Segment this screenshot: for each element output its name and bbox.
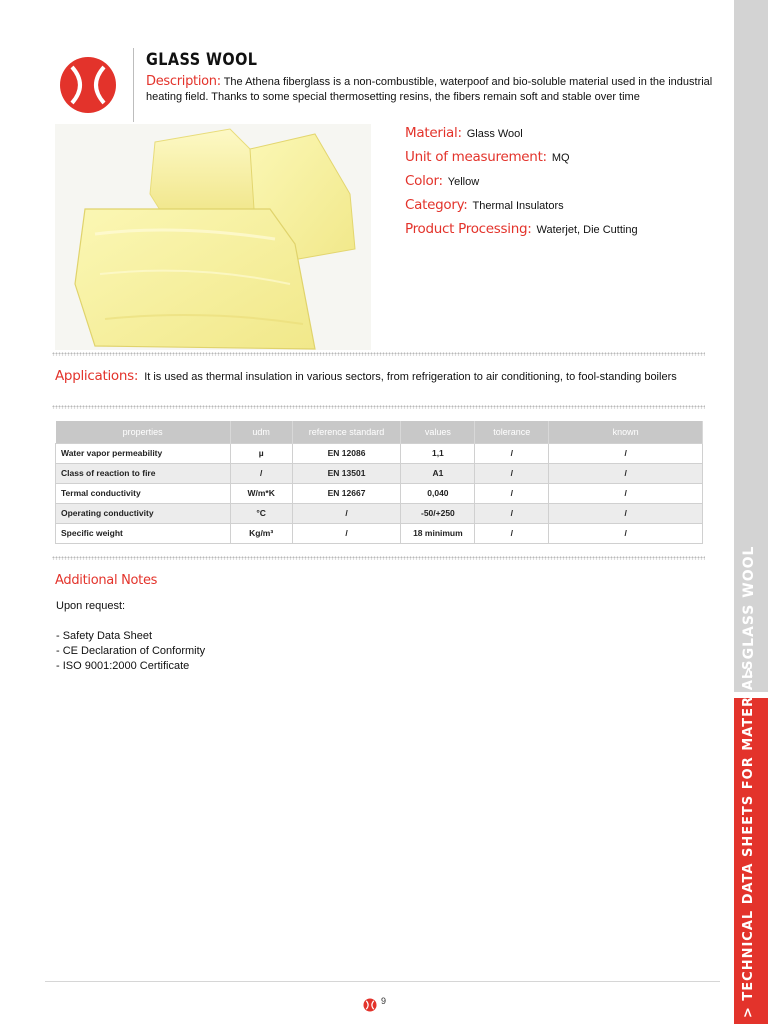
table-cell: Class of reaction to fire bbox=[56, 463, 231, 483]
property-value: Glass Wool bbox=[466, 128, 523, 140]
table-cell: µ bbox=[230, 443, 292, 463]
table-cell: °C bbox=[230, 503, 292, 523]
page-number: 9 bbox=[381, 996, 387, 1006]
description-label: Description: bbox=[146, 74, 221, 89]
table-row bbox=[56, 443, 703, 463]
notes-item: - Safety Data Sheet bbox=[56, 630, 152, 642]
header-divider bbox=[133, 48, 134, 122]
table-cell: / bbox=[475, 443, 549, 463]
table-cell: / bbox=[475, 483, 549, 503]
table-row bbox=[56, 503, 703, 523]
table-cell: / bbox=[230, 463, 292, 483]
notes-item: - ISO 9001:2000 Certificate bbox=[56, 660, 190, 672]
table-header-cell: tolerance bbox=[475, 421, 549, 443]
description-block bbox=[146, 74, 726, 105]
property-value: Yellow bbox=[447, 176, 480, 188]
table-row bbox=[56, 463, 703, 483]
property-label: Material: bbox=[405, 125, 462, 141]
table-cell: Operating conductivity bbox=[56, 503, 231, 523]
product-photo bbox=[55, 124, 371, 350]
property-processing bbox=[405, 221, 638, 245]
table-header-row bbox=[56, 421, 703, 443]
notes-block bbox=[56, 599, 205, 674]
table-cell: / bbox=[292, 523, 401, 543]
property-unit bbox=[405, 149, 638, 173]
dotted-divider bbox=[52, 556, 705, 560]
property-value: Thermal Insulators bbox=[472, 200, 564, 212]
table-row bbox=[56, 523, 703, 543]
notes-intro: Upon request: bbox=[56, 600, 126, 612]
property-label: Product Processing: bbox=[405, 221, 532, 237]
dotted-divider bbox=[52, 352, 705, 356]
table-cell: / bbox=[475, 523, 549, 543]
brand-logo-icon bbox=[58, 55, 118, 115]
table-cell: -50/+250 bbox=[401, 503, 475, 523]
table-cell: EN 13501 bbox=[292, 463, 401, 483]
specs-table bbox=[55, 421, 703, 544]
applications-label: Applications: bbox=[55, 368, 139, 384]
table-cell: 1,1 bbox=[401, 443, 475, 463]
table-row bbox=[56, 483, 703, 503]
table-cell: EN 12086 bbox=[292, 443, 401, 463]
table-header-cell: reference standard bbox=[292, 421, 401, 443]
table-cell: 18 minimum bbox=[401, 523, 475, 543]
property-label: Color: bbox=[405, 173, 443, 189]
table-cell: Termal conductivity bbox=[56, 483, 231, 503]
table-cell: / bbox=[549, 523, 703, 543]
table-cell: / bbox=[549, 503, 703, 523]
page-title: GLASS WOOL bbox=[146, 50, 258, 70]
table-cell: Water vapor permeability bbox=[56, 443, 231, 463]
table-cell: / bbox=[549, 483, 703, 503]
footer-divider bbox=[45, 981, 720, 982]
table-cell: EN 12667 bbox=[292, 483, 401, 503]
table-header-cell: udm bbox=[230, 421, 292, 443]
property-label: Category: bbox=[405, 197, 468, 213]
table-header-cell: values bbox=[401, 421, 475, 443]
dotted-divider bbox=[52, 405, 705, 409]
table-cell: W/m*K bbox=[230, 483, 292, 503]
table-cell: A1 bbox=[401, 463, 475, 483]
table-cell: Specific weight bbox=[56, 523, 231, 543]
table-cell: / bbox=[475, 463, 549, 483]
table-cell: / bbox=[549, 463, 703, 483]
property-color bbox=[405, 173, 638, 197]
table-header-cell: properties bbox=[56, 421, 231, 443]
applications-block bbox=[55, 368, 715, 384]
property-value: MQ bbox=[551, 152, 570, 164]
applications-text: It is used as thermal insulation in various sectors, from refrigeration to air conditioning, to fool-standing boilers bbox=[144, 371, 677, 383]
table-header-cell: known bbox=[549, 421, 703, 443]
side-tab-product-label: > GLASS WOOL bbox=[741, 545, 757, 678]
property-label: Unit of measurement: bbox=[405, 149, 547, 165]
property-value: Waterjet, Die Cutting bbox=[536, 224, 638, 236]
table-cell: / bbox=[475, 503, 549, 523]
notes-title: Additional Notes bbox=[55, 573, 158, 588]
description-text: The Athena fiberglass is a non-combustible, waterpoof and bio-soluble material used in the industrial heating field. Thanks to some special thermosetting resins, the fibers remain soft and stable over time bbox=[146, 76, 713, 103]
table-cell: 0,040 bbox=[401, 483, 475, 503]
table-cell: Kg/m³ bbox=[230, 523, 292, 543]
table-cell: / bbox=[292, 503, 401, 523]
side-tab-section-label: > TECHNICAL DATA SHEETS FOR MATERIALS bbox=[741, 659, 756, 1018]
table-cell: / bbox=[549, 443, 703, 463]
property-category bbox=[405, 197, 638, 221]
property-material bbox=[405, 125, 638, 149]
product-properties bbox=[405, 125, 638, 245]
footer-logo-icon bbox=[363, 998, 377, 1012]
notes-item: - CE Declaration of Conformity bbox=[56, 645, 206, 657]
